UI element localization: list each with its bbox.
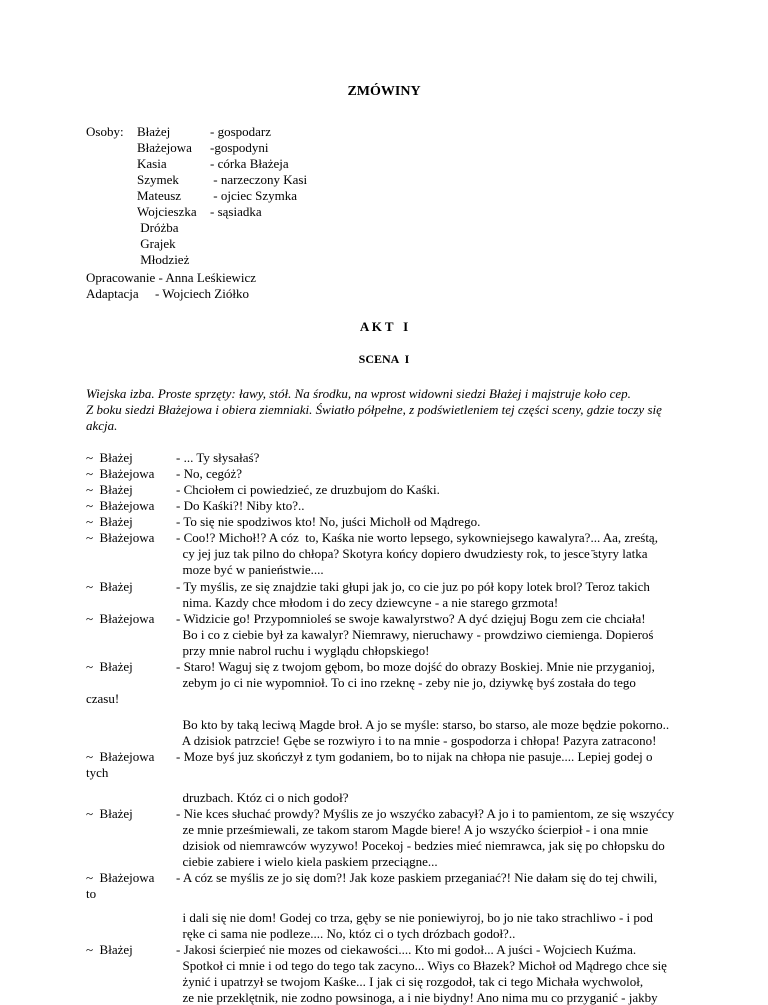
dialog-line: - Moze byś juz skończył z tym godaniem, bo to nijak na chłopa nie pasuje.... Lepiej godej o xyxy=(176,749,653,764)
speaker: tych xyxy=(86,765,109,780)
credit-line: Opracowanie - Anna Leśkiewicz xyxy=(86,270,257,285)
speaker: ~ Błażej xyxy=(86,482,133,497)
cast-role: - sąsiadka xyxy=(210,204,262,219)
dialog-line: ze mnie prześmiewali, ze takom starom Magde biere! A jo wszyćko ścierpioł - i ona mnie xyxy=(176,822,649,837)
speaker: ~ Błażejowa xyxy=(86,611,155,626)
dialog-line: - Nie kces słuchać prowdy? Myślis ze jo wszyćko zabacył? A jo i to pamientom, ze się wszyćcy xyxy=(176,806,675,821)
dialog-line: - Ty myślis, ze się znajdzie taki głupi jak jo, co cie juz po pół kopy lotek brol? Teroz takich xyxy=(176,579,650,594)
speaker: czasu! xyxy=(86,691,120,706)
cast-name: Szymek xyxy=(137,172,179,187)
speaker: ~ Błażejowa xyxy=(86,749,155,764)
credit-line: Adaptacja - Wojciech Ziółko xyxy=(86,286,249,301)
scene-heading: SCENA I xyxy=(358,352,410,366)
cast-role: - narzeczony Kasi xyxy=(210,172,308,187)
speaker: ~ Błażejowa xyxy=(86,466,155,481)
stage-direction-line: akcja. xyxy=(86,418,118,433)
speaker: to xyxy=(86,886,97,901)
dialog-line: - Staro! Waguj się z twojom gębom, bo moze dojść do obrazy Boskiej. Mnie nie przyganioj, xyxy=(176,659,655,674)
cast-role: -gospodyni xyxy=(210,140,269,155)
speaker: ~ Błażej xyxy=(86,579,133,594)
dialog-line: - Do Kaśki?! Niby kto?.. xyxy=(176,498,305,513)
cast-name: Błażejowa xyxy=(137,140,192,155)
dialog-line: ze nie przeklętnik, nie zodno powsinoga, a i nie biydny! Ano nima mu co przyganić - jakby xyxy=(176,990,658,1005)
speaker: ~ Błażej xyxy=(86,942,133,957)
cast-role: - gospodarz xyxy=(210,124,272,139)
dialog-line: - Chciołem ci powiedzieć, ze druzbujom do Kaśki. xyxy=(176,482,440,497)
dialog-line: - Widzicie go! Przypomnioleś se swoje kawalyrstwo? A dyć dzięjuj Bogu zem cie chciała! xyxy=(176,611,646,626)
dialog-line: - Coo!? Michoł!? A cóz to, Kaśka nie worto lepsego, sykowniejsego kawalyra?... Aa, zreśtą, xyxy=(176,530,658,545)
dialog-line: Bo kto by taką leciwą Magde broł. A jo se myśle: starso, bo starso, ale moze będzie pokorno.. xyxy=(176,717,670,732)
dialog-line: - A cóz se myślis ze jo się dom?! Jak koze paskiem przeganiać?! Nie dałam się do tej chwili, xyxy=(176,870,658,885)
cast-name: Wojcieszka xyxy=(137,204,197,219)
cast-name: Mateusz xyxy=(137,188,182,203)
dialog-line: zebym jo ci nie wypomnioł. To ci ino rzeknę - zeby nie jo, dziywkę byś została do tego xyxy=(176,675,636,690)
dialog-line: - No, cegóż? xyxy=(176,466,243,481)
cast-name: Błażej xyxy=(137,124,171,139)
stage-direction-line: Z boku siedzi Błażejowa i obiera ziemniaki. Światło półpełne, z podświetleniem tej części sceny, gdzie toczy się xyxy=(86,402,662,417)
dialog-line: przy mnie nabrol ruchu i wyglądu chłopskiego! xyxy=(176,643,430,658)
cast-label: Osoby: xyxy=(86,124,124,139)
cast-name: Młodzież xyxy=(137,252,190,267)
speaker: ~ Błażej xyxy=(86,450,133,465)
cast-role: - ojciec Szymka xyxy=(210,188,297,203)
dialog-line: - Jakosi ścierpieć nie mozes od ciekawości.... Kto mi godoł... A juści - Wojciech Kuźma. xyxy=(176,942,637,957)
speaker: ~ Błażejowa xyxy=(86,870,155,885)
document-title: ZMÓWINY xyxy=(347,84,421,99)
dialog-line: dzisiok od niemrawców wyzywo! Pocekoj - bedzies mieć niemrawca, jak się po chłopsku do xyxy=(176,838,665,853)
cast-name: Dróżba xyxy=(137,220,179,235)
speaker: ~ Błażej xyxy=(86,514,133,529)
speaker: ~ Błażej xyxy=(86,806,133,821)
speaker: ~ Błażejowa xyxy=(86,498,155,513)
dialog-line: cy jej juz tak pilno do chłopa? Skotyra końcy dopiero dwudziesty rok, to jesce ̄styry latka xyxy=(176,546,648,561)
stage-direction-line: Wiejska izba. Proste sprzęty: ławy, stół. Na środku, na wprost widowni siedzi Błażej i majstruje koło cep. xyxy=(86,386,631,401)
act-heading: A K T I xyxy=(359,319,409,334)
cast-role: - córka Błażeja xyxy=(210,156,289,171)
dialog-line: - To się nie spodziwos kto! No, juści Micholł od Mądrego. xyxy=(176,514,481,529)
dialog-line: A dzisiok patrzcie! Gębe se rozwiyro i to na mnie - gospodorza i chłopa! Pazyra zatracono! xyxy=(176,733,657,748)
dialog-line: nima. Kazdy chce młodom i do zecy dziewcyne - a nie starego grzmota! xyxy=(176,595,559,610)
speaker: ~ Błażej xyxy=(86,659,133,674)
dialog-line: moze być w panieństwie.... xyxy=(176,562,324,577)
dialog-line: żynić i upatrzył se twojom Kaśke... I jak ci się rozgodoł, tak ci tego Michała wychwoloł, xyxy=(176,974,644,989)
dialog-line: Spotkoł ci mnie i od tego do tego tak zacyno... Wiys co Błazek? Michoł od Mądrego chce się xyxy=(176,958,667,973)
dialog-line: i dali się nie dom! Godej co trza, gęby se nie poniewiyroj, bo jo nie tako strachliwo - i pod xyxy=(176,910,653,925)
dialog xyxy=(86,450,726,1005)
cast-name: Kasia xyxy=(137,156,167,171)
cast-name: Grajek xyxy=(137,236,176,251)
dialog-line: Bo i co z ciebie był za kawalyr? Niemrawy, nieruchawy - prowdziwo ciemienga. Dopieroś xyxy=(176,627,654,642)
speaker: ~ Błażejowa xyxy=(86,530,155,545)
dialog-line: - ... Ty słysałaś? xyxy=(176,450,260,465)
dialog-line: druzbach. Któz ci o nich godoł? xyxy=(176,790,349,805)
dialog-line: ciebie zabiere i wielo kiela paskiem przeciągne... xyxy=(176,854,438,869)
dialog-line: ręke ci sama nie podleze.... No, któz ci o tych drózbach godoł?.. xyxy=(176,926,516,941)
